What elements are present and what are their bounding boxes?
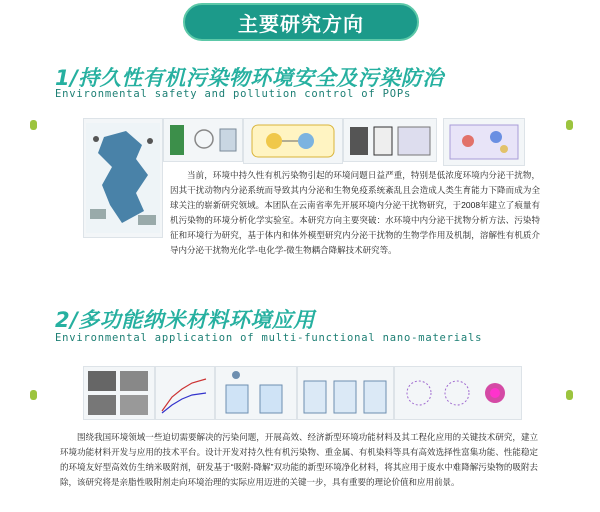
figure-beakers-1 <box>215 366 297 420</box>
left-bullet-icon <box>30 390 37 400</box>
figure-nanostructures <box>394 366 522 420</box>
section-2-paragraph: 围绕我国环境领域一些迫切需要解决的污染问题，开展高效、经济新型环境功能材料及其工程化应用的关键技术研究，建立环境功能材料开发与应用的技术平台。设计开发对持久性有机污染物、重金属、有机染料等具有高效选择性富集功能、性能稳定的环境友好型高效仿生纳米吸附剂，研发基于“吸附-降解”双功能的新型环境净化材料，将其应用于废水中难降解污染物的吸附去除，该研究将是亲脂性吸附剂走向环境治理的实际应用迈进的关键一步，具有重要的理论价值和应用前景。 <box>60 432 538 487</box>
figure-beakers-2 <box>297 366 394 420</box>
section-1-body <box>170 168 540 258</box>
figure-map <box>83 118 163 238</box>
section-1-subtitle: Environmental safety and pollution control of POPs <box>55 88 412 100</box>
figure-curves <box>155 366 215 420</box>
right-bullet-icon <box>566 120 573 130</box>
figure-sem-images <box>83 366 155 420</box>
header-title: 主要研究方向 <box>238 11 364 36</box>
section-2-subtitle: Environmental application of multi-functional nano-materials <box>55 332 483 344</box>
section-2-body <box>60 430 538 490</box>
figure-pathway <box>243 118 343 164</box>
left-bullet-icon <box>30 120 37 130</box>
figure-mechanism <box>443 118 525 166</box>
figure-schematic <box>163 118 243 162</box>
section-2-title: 2/多功能纳米材料环境应用 <box>55 308 315 332</box>
right-bullet-icon <box>566 390 573 400</box>
section-1-paragraph: 当前，环境中持久性有机污染物引起的环境问题日益严重，特别是低浓度环境内分泌干扰物，因其干扰动物内分泌系统而导致其内分泌和生物免疫系统紊乱且会造成人类生育能力下降而成为全球关注的崭新研究领域。本团队在云南省率先开展环境内分泌干扰物研究，于2008年建立了痕量有机污染物的环境分析化学实验室。本研究方向主要突破：水环境中内分泌干扰物分析方法、污染特征和环境行为研究，基于体内和体外模型研究内分泌干扰物的生物学作用及机制，溶解性有机质介导内分泌干扰物光化学-电化学-微生物耦合降解技术研究等。 <box>170 170 540 255</box>
figure-apparatus <box>343 118 437 162</box>
header-banner <box>183 3 419 41</box>
section-1-title: 1/持久性有机污染物环境安全及污染防治 <box>55 66 444 90</box>
